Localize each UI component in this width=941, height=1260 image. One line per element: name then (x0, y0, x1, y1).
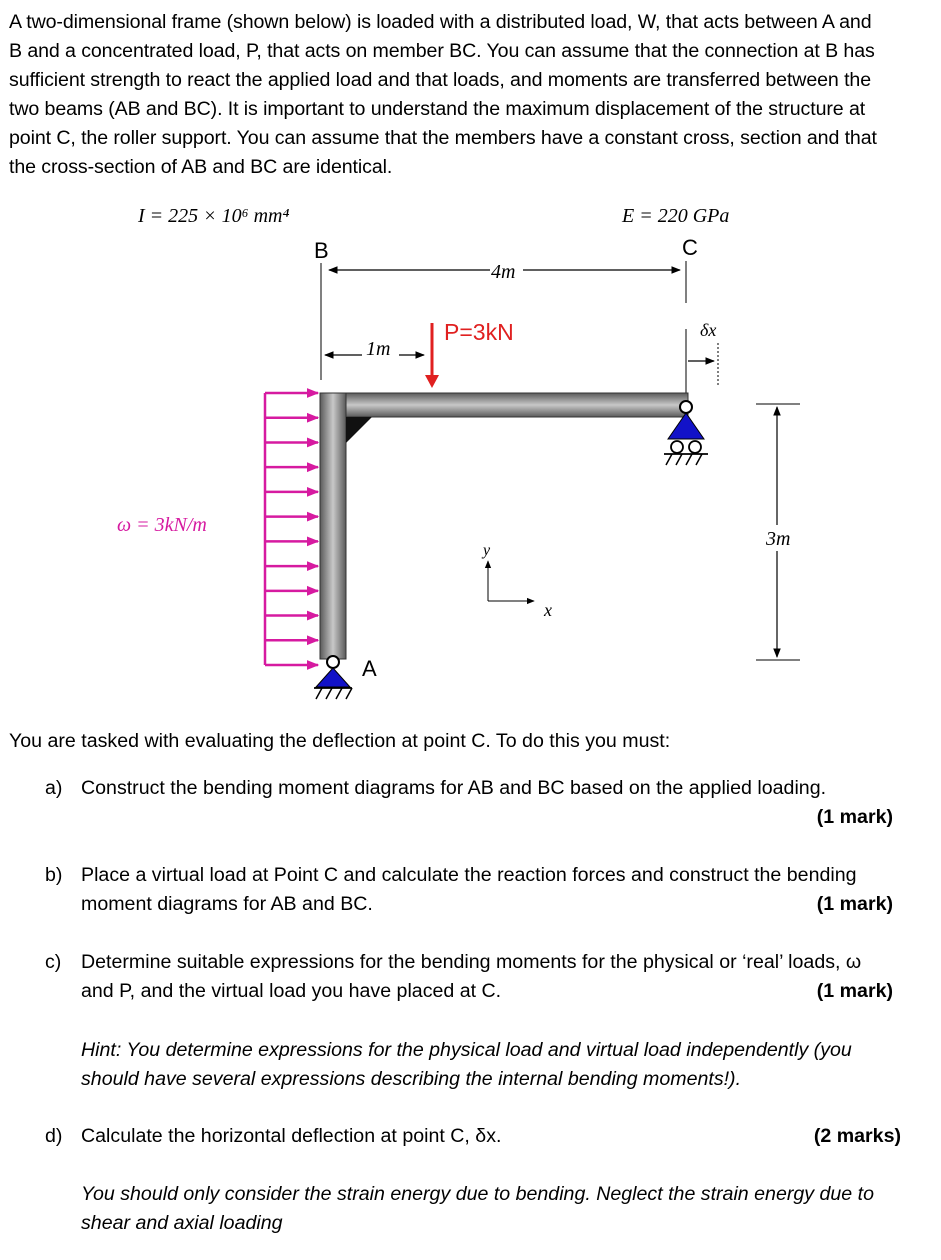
question-mark: (2 marks) (813, 1125, 901, 1147)
intro-line: two beams (AB and BC). It is important to understand the maximum displacement of the structure at (9, 98, 866, 120)
corner-gusset (346, 417, 372, 443)
ground-a-hatch (316, 688, 352, 699)
load-p-label: P=3kN (444, 319, 514, 345)
label-a: A (362, 656, 377, 681)
task-intro: You are tasked with evaluating the deflection at point C. To do this you must: (9, 730, 671, 752)
hint-line: Hint: You determine expressions for the physical load and virtual load independently (you (81, 1039, 852, 1061)
column-ab (320, 393, 346, 659)
inertia-label: I = 225 × 10⁶ mm⁴ (138, 205, 290, 227)
question-label: d) (45, 1125, 63, 1147)
intro-line: point C, the roller support. You can assume that the members have a constant cross, section and that (9, 127, 877, 149)
question-label: a) (45, 777, 63, 799)
deflection-label: δx (700, 320, 717, 340)
pin-c (680, 401, 692, 413)
axis-y-label: y (483, 542, 491, 559)
intro-line: the cross-section of AB and BC are identical. (9, 156, 393, 178)
question-mark: (1 mark) (816, 806, 893, 828)
beam-bc (320, 393, 688, 417)
load-p-arrowhead (425, 375, 439, 388)
problem-statement (9, 8, 921, 182)
question-text: Construct the bending moment diagrams for AB and BC based on the applied loading. (81, 777, 827, 799)
pin-a (327, 656, 339, 668)
label-c: C (682, 235, 698, 260)
intro-line: sufficient strength to react the applied load and that loads, and moments are transferred between the (9, 69, 872, 91)
load-w-label: ω = 3kN/m (117, 514, 207, 536)
note-text (81, 1180, 901, 1238)
ground-c-hatch (666, 454, 702, 465)
question-text: Calculate the horizontal deflection at point C, δx. (81, 1125, 502, 1147)
question-text: and P, and the virtual load you have placed at C. (81, 980, 502, 1002)
note-line: shear and axial loading (81, 1212, 283, 1234)
support-a-triangle (316, 668, 350, 687)
question-label: c) (45, 951, 62, 973)
hint-text (81, 1036, 901, 1094)
hint-line: should have several expressions describing the internal bending moments!). (81, 1068, 742, 1090)
question-mark: (1 mark) (816, 980, 893, 1002)
intro-line: B and a concentrated load, P, that acts on member BC. You can assume that the connection at B has (9, 40, 875, 62)
roller-c-left (671, 441, 683, 453)
dim-bc-label: 4m (491, 261, 516, 283)
dim-ab-label: 3m (766, 528, 791, 550)
question-mark: (1 mark) (816, 893, 893, 915)
roller-c-right (689, 441, 701, 453)
label-b: B (314, 238, 329, 263)
intro-line: A two-dimensional frame (shown below) is loaded with a distributed load, W, that acts between A and (9, 11, 872, 33)
distributed-load (265, 393, 318, 665)
question-text: Place a virtual load at Point C and calculate the reaction forces and construct the bending (81, 864, 857, 886)
frame-figure (0, 195, 941, 715)
dim-p-label: 1m (366, 338, 391, 360)
note-line: You should only consider the strain energy due to bending. Neglect the strain energy due to (81, 1183, 874, 1205)
question-text: moment diagrams for AB and BC. (81, 893, 373, 915)
question-text: Determine suitable expressions for the bending moments for the physical or ‘real’ loads, ω (81, 951, 862, 973)
modulus-label: E = 220 GPa (622, 205, 730, 227)
axis-x-label: x (544, 600, 552, 620)
question-label: b) (45, 864, 63, 886)
